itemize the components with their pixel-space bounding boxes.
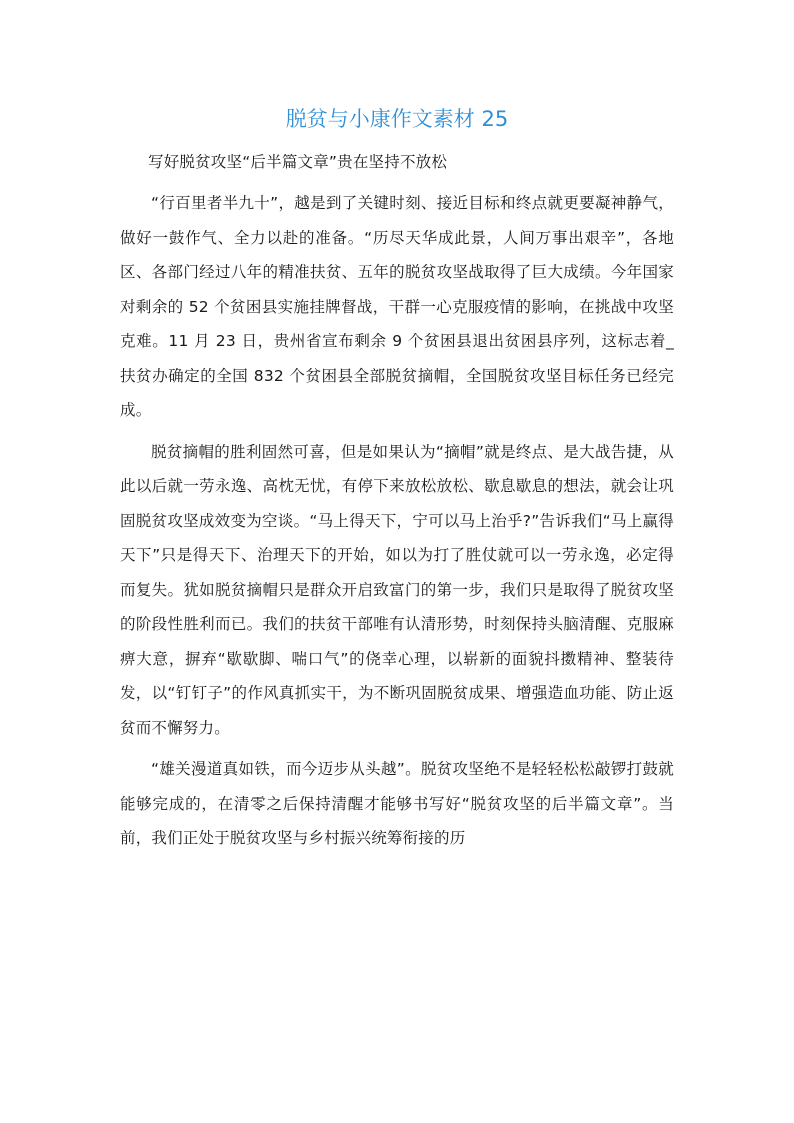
document-subtitle: 写好脱贫攻坚“后半篇文章”贵在坚持不放松 [148, 153, 448, 171]
paragraph-1: “行百里者半九十”，越是到了关键时刻、接近目标和终点就更要凝神静气，做好一鼓作气、全力以赴的准备。“历尽天华成此景，人间万事出艰辛”，各地区、各部门经过八年的精准扶贫、五年的脱贫攻坚战取得了巨大成绩。今年国家对剩余的 52 个贫困县实施挂牌督战，干群一心克服疫情的影响，在挑战中攻坚克难。11 月 23 日，贵州省宣布剩余 9 个贫困县退出贫困县序列，这标志着_扶贫办确定的全国 832 个贫困县全部脱贫摘帽，全国脱贫攻坚目标任务已经完成。 [120, 194, 674, 419]
paragraph-3: “雄关漫道真如铁，而今迈步从头越”。脱贫攻坚绝不是轻轻松松敲锣打鼓就能够完成的，在清零之后保持清醒才能够书写好“脱贫攻坚的后半篇文章”。当前，我们正处于脱贫攻坚与乡村振兴统筹衔接的历 [120, 760, 674, 847]
paragraph-2: 脱贫摘帽的胜利固然可喜，但是如果认为“摘帽”就是终点、是大战告捷，从此以后就一劳永逸、高枕无忧，有停下来放松放松、歇息歇息的想法，就会让巩固脱贫攻坚成效变为空谈。“马上得天下，宁可以马上治乎?”告诉我们“马上赢得天下”只是得天下、治理天下的开始，如以为打了胜仗就可以一劳永逸，必定得而复失。犹如脱贫摘帽只是群众开启致富门的第一步，我们只是取得了脱贫攻坚的阶段性胜利而已。我们的扶贫干部唯有认清形势，时刻保持头脑清醒、克服麻痹大意，摒弃“歇歇脚、喘口气”的侥幸心理，以崭新的面貌抖擞精神、整装待发，以“钉钉子”的作风真抓实干，为不断巩固脱贫成果、增强造血功能、防止返贫而不懈努力。 [120, 442, 674, 737]
document-body [120, 145, 674, 856]
document-title: 脱贫与小康作文素材 25 [285, 107, 509, 131]
